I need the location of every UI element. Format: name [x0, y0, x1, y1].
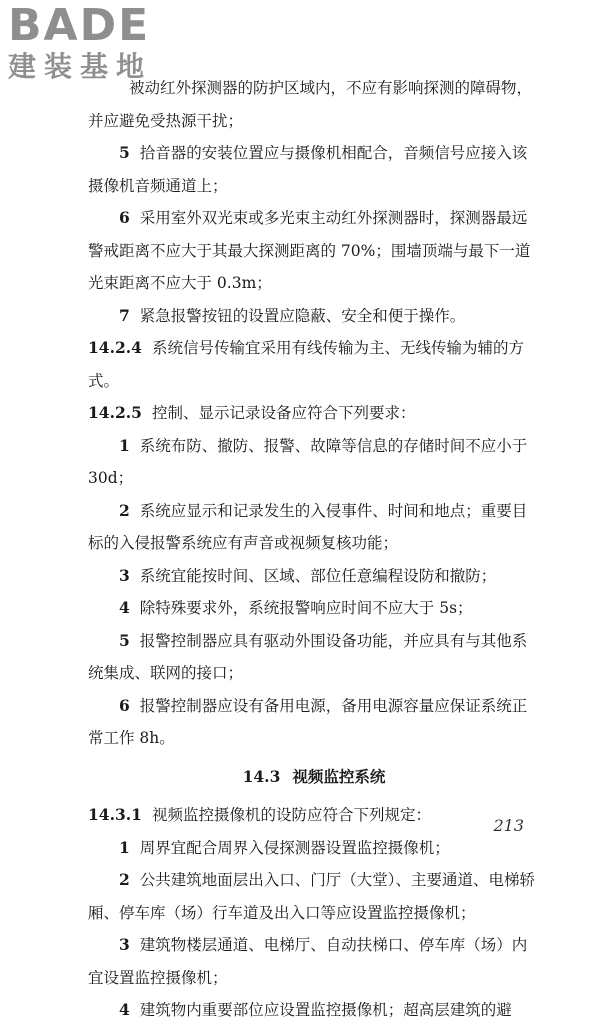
clause-14-2-5 [88, 397, 540, 430]
item-text: 拾音器的安装位置应与摄像机相配合，音频信号应接入该摄像机音频通道上； [88, 144, 528, 195]
section-number: 14.3 [242, 766, 281, 786]
item-text: 除特殊要求外，系统报警响应时间不应大于 5s； [139, 599, 473, 617]
item-number: 6 [119, 695, 130, 715]
item-text: 被动红外探测器的防护区域内，不应有影响探测的障碍物，并应避免受热源干扰； [88, 79, 533, 130]
clause-number: 14.3.1 [88, 805, 142, 824]
section-title: 视频监控系统 [292, 766, 386, 786]
item-text: 系统布防、撤防、报警、故障等信息的存储时间不应小于 30d； [88, 436, 528, 487]
logo-subtitle: 建装基地 [8, 50, 153, 83]
clause-number: 14.2.4 [88, 338, 142, 357]
page-number: 213 [493, 816, 524, 835]
item-text: 报警控制器应具有驱动外围设备功能，并应具有与其他系统集成、联网的接口； [88, 631, 528, 682]
list-item [88, 994, 540, 1027]
item-text: 系统宜能按时间、区域、部位任意编程设防和撤防； [139, 566, 497, 585]
clause-text: 系统信号传输宜采用有线传输为主、无线传输为辅的方式。 [88, 339, 524, 390]
clause-14-2-4 [88, 332, 540, 397]
section-heading [88, 761, 540, 794]
list-item [88, 864, 540, 929]
item-number: 7 [119, 305, 130, 325]
list-item [88, 560, 540, 593]
logo-wordmark: BADE [8, 0, 151, 51]
clause-14-3-1 [88, 799, 540, 832]
item-number: 2 [119, 500, 130, 520]
item-text: 公共建筑地面层出入口、门厅（大堂）、主要通道、电梯轿厢、停车库（场）行车道及出入口等应设置监控摄像机； [88, 871, 536, 922]
list-item [88, 202, 540, 300]
clause-text: 控制、显示记录设备应符合下列要求： [151, 404, 416, 422]
list-item [88, 929, 540, 994]
item-text: 系统应显示和记录发生的入侵事件、时间和地点；重要目标的入侵报警系统应有声音或视频复核功能； [88, 501, 528, 552]
list-item [88, 592, 540, 625]
item-number: 6 [119, 208, 130, 227]
item-text: 采用室外双光束或多光束主动红外探测器时，探测器最远警戒距离不应大于其最大探测距离的 70%；围墙顶端与最下一道光束距离不应大于 0.3m； [88, 209, 531, 292]
item-text: 报警控制器应设有备用电源，备用电源容量应保证系统正常工作 8h。 [88, 696, 528, 747]
item-number: 1 [119, 837, 130, 857]
logo [8, 0, 178, 84]
item-number: 3 [119, 565, 130, 585]
item-number: 2 [119, 870, 130, 889]
item-number: 4 [119, 598, 130, 617]
list-item [88, 690, 540, 755]
item-text: 建筑物内重要部位应设置监控摄像机；超高层建筑的避 [139, 1001, 512, 1019]
list-item [88, 430, 540, 495]
list-item [88, 495, 540, 560]
list-item [88, 300, 540, 333]
list-item [88, 832, 540, 865]
item-number: 5 [119, 143, 130, 162]
item-number: 1 [119, 435, 130, 455]
document-body [88, 72, 540, 1027]
item-text: 周界宜配合周界入侵探测器设置监控摄像机； [139, 838, 450, 857]
clause-number: 14.2.5 [88, 403, 142, 422]
list-item [88, 137, 540, 202]
item-number: 4 [119, 1000, 130, 1019]
item-number: 5 [119, 630, 130, 650]
item-text: 建筑物楼层通道、电梯厅、自动扶梯口、停车库（场）内宜设置监控摄像机； [88, 936, 528, 987]
item-number: 3 [119, 935, 130, 954]
clause-text: 视频监控摄像机的设防应符合下列规定： [151, 806, 431, 824]
list-item [88, 625, 540, 690]
item-text: 紧急报警按钮的设置应隐蔽、安全和便于操作。 [139, 306, 466, 325]
